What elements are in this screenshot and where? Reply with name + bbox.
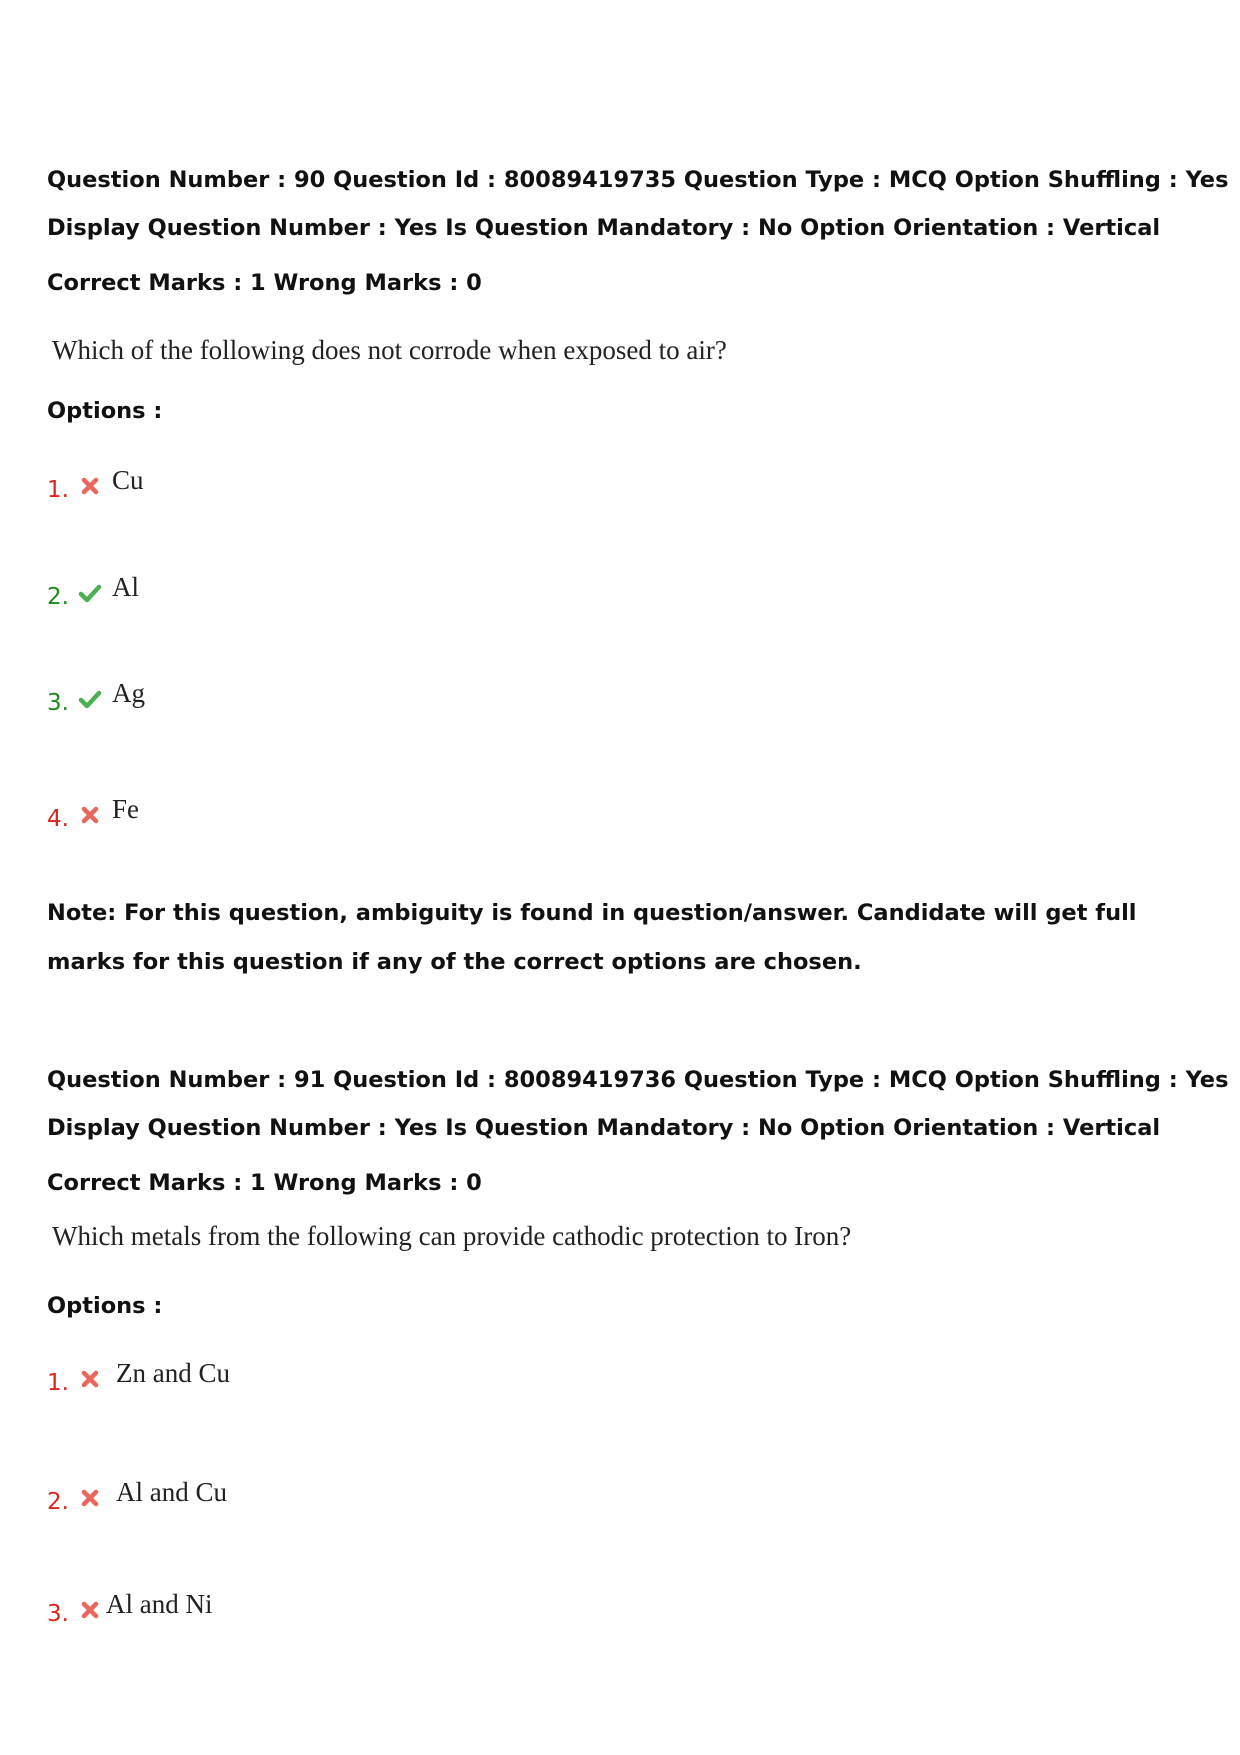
options-label: Options : <box>47 1293 163 1319</box>
cross-icon <box>78 1367 102 1391</box>
check-icon <box>78 687 102 711</box>
option-2 <box>0 573 600 613</box>
option-4 <box>0 795 600 835</box>
option-number: 1. <box>47 477 69 503</box>
option-text: Al and Ni <box>106 1589 213 1619</box>
option-3 <box>0 1590 600 1630</box>
options-label: Options : <box>47 398 163 424</box>
option-number: 2. <box>47 584 69 610</box>
option-3 <box>0 679 600 719</box>
option-text: Al and Cu <box>116 1477 227 1507</box>
option-text: Ag <box>112 678 145 708</box>
question-meta-line1: Question Number : 90 Question Id : 80089419735 Question Type : MCQ Option Shuffling : Yes <box>47 167 1229 193</box>
ambiguity-note: Note: For this question, ambiguity is found in question/answer. Candidate will get full marks for this question if any of the correct options are chosen. <box>47 900 1137 975</box>
option-text: Cu <box>112 465 144 495</box>
cross-icon <box>78 1598 102 1622</box>
question-text: Which of the following does not corrode when exposed to air? <box>52 335 727 365</box>
option-number: 4. <box>47 806 69 832</box>
option-number: 3. <box>47 1601 69 1627</box>
question-marks-line: Correct Marks : 1 Wrong Marks : 0 <box>47 1170 482 1196</box>
option-1 <box>0 1359 600 1399</box>
option-2 <box>0 1478 600 1518</box>
question-marks-line: Correct Marks : 1 Wrong Marks : 0 <box>47 270 482 296</box>
option-text: Zn and Cu <box>116 1358 230 1388</box>
cross-icon <box>78 803 102 827</box>
option-1 <box>0 466 600 506</box>
option-text: Al <box>112 572 139 602</box>
question-text: Which metals from the following can provide cathodic protection to Iron? <box>52 1221 852 1251</box>
question-meta-line2: Display Question Number : Yes Is Question Mandatory : No Option Orientation : Vertical <box>47 215 1161 241</box>
option-number: 3. <box>47 690 69 716</box>
check-icon <box>78 581 102 605</box>
option-number: 1. <box>47 1370 69 1396</box>
option-text: Fe <box>112 794 139 824</box>
question-meta-line1: Question Number : 91 Question Id : 80089419736 Question Type : MCQ Option Shuffling : Yes <box>47 1067 1229 1093</box>
cross-icon <box>78 474 102 498</box>
option-number: 2. <box>47 1489 69 1515</box>
question-meta-line2: Display Question Number : Yes Is Question Mandatory : No Option Orientation : Vertical <box>47 1115 1161 1141</box>
cross-icon <box>78 1486 102 1510</box>
